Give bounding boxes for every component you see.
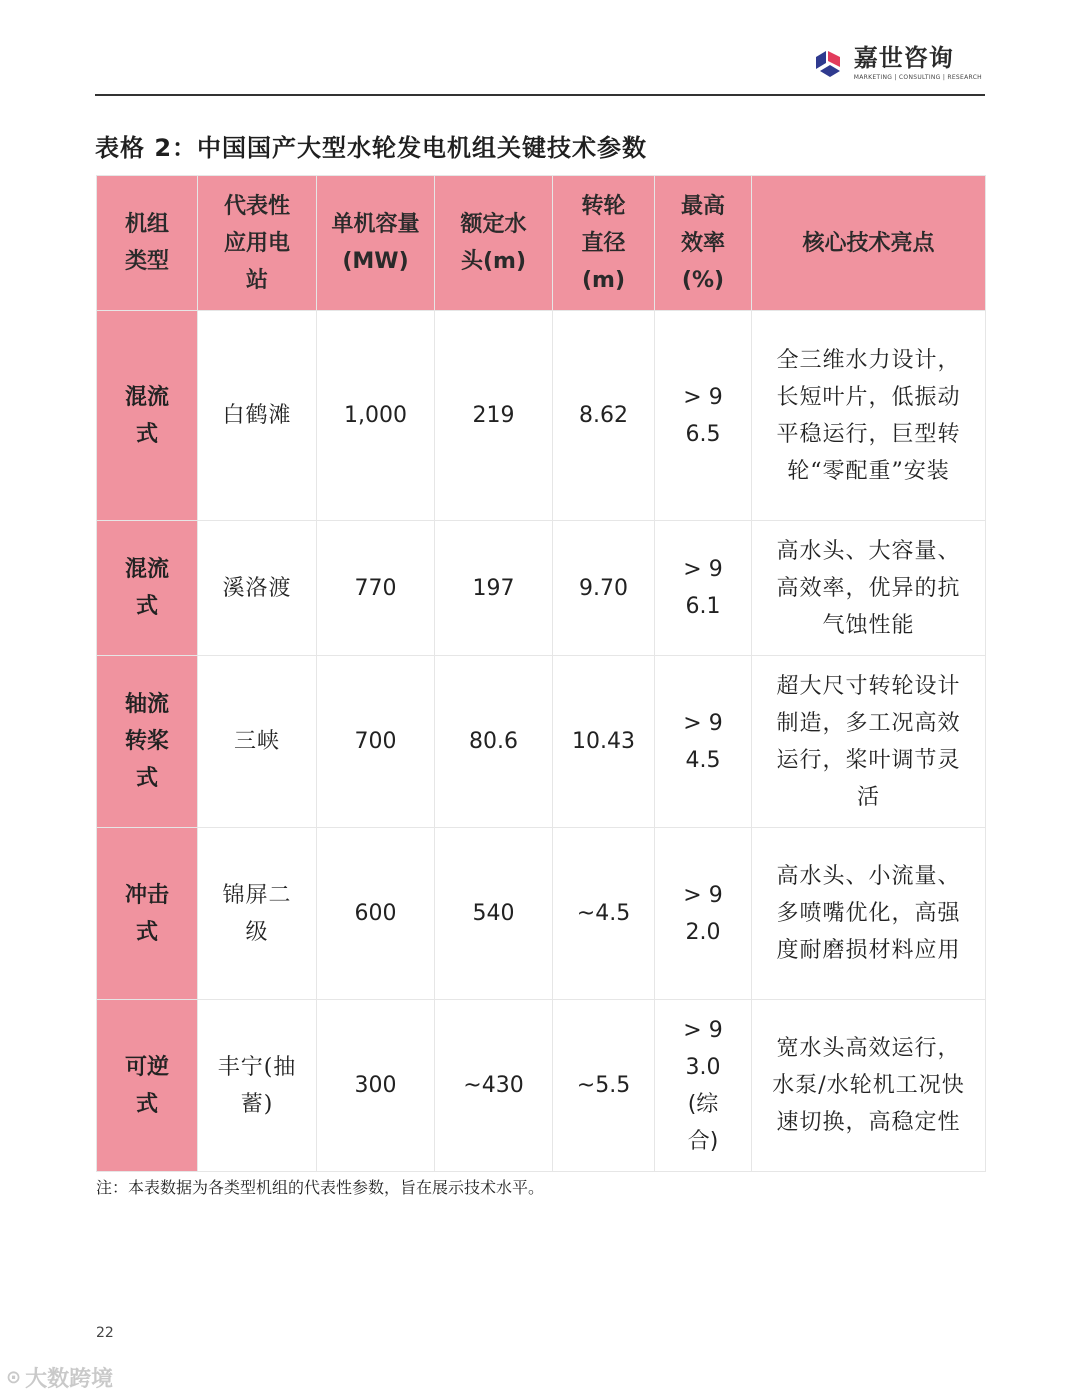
logo-tagline: MARKETING | CONSULTING | RESEARCH	[853, 74, 982, 81]
cell-efficiency: > 92.0	[655, 828, 752, 1000]
cell-diameter: 10.43	[553, 656, 655, 828]
brand-logo	[812, 44, 982, 81]
cell-efficiency: > 94.5	[655, 656, 752, 828]
cell-type: 冲击式	[97, 828, 198, 1000]
table-row	[97, 521, 986, 656]
col-header-head: 额定水头(m)	[435, 176, 553, 311]
col-header-station: 代表性应用电站	[198, 176, 317, 311]
cell-highlight: 宽水头高效运行，水泵/水轮机工况快速切换，高稳定性	[752, 1000, 986, 1172]
watermark-icon: ⊙	[6, 1367, 22, 1388]
cell-station: 白鹤滩	[198, 311, 317, 521]
page-number: 22	[96, 1325, 114, 1341]
table-row	[97, 1000, 986, 1172]
table-note: 注：本表数据为各类型机组的代表性参数，旨在展示技术水平。	[96, 1178, 545, 1197]
parameters-table	[96, 175, 986, 1172]
cell-efficiency: > 96.1	[655, 521, 752, 656]
col-header-highlight: 核心技术亮点	[752, 176, 986, 311]
col-header-capacity: 单机容量(MW)	[317, 176, 435, 311]
cell-diameter: ~4.5	[553, 828, 655, 1000]
header-rule	[95, 94, 985, 96]
cell-highlight: 全三维水力设计，长短叶片，低振动平稳运行，巨型转轮“零配重”安装	[752, 311, 986, 521]
col-header-efficiency: 最高效率(%)	[655, 176, 752, 311]
logo-name: 嘉世咨询	[853, 44, 954, 72]
cell-highlight: 超大尺寸转轮设计制造，多工况高效运行，桨叶调节灵活	[752, 656, 986, 828]
cell-diameter: 9.70	[553, 521, 655, 656]
cell-station: 丰宁(抽蓄)	[198, 1000, 317, 1172]
cell-type: 轴流转桨式	[97, 656, 198, 828]
cell-head: 80.6	[435, 656, 553, 828]
table-header-row	[97, 176, 986, 311]
cell-station: 三峡	[198, 656, 317, 828]
cell-efficiency: > 96.5	[655, 311, 752, 521]
watermark	[6, 1362, 113, 1393]
cell-efficiency: > 93.0 (综合)	[655, 1000, 752, 1172]
cell-type: 混流式	[97, 521, 198, 656]
cell-highlight: 高水头、小流量、多喷嘴优化，高强度耐磨损材料应用	[752, 828, 986, 1000]
cell-head: 540	[435, 828, 553, 1000]
col-header-type: 机组类型	[97, 176, 198, 311]
cell-diameter: 8.62	[553, 311, 655, 521]
cell-head: 219	[435, 311, 553, 521]
cell-capacity: 770	[317, 521, 435, 656]
cell-station: 溪洛渡	[198, 521, 317, 656]
col-header-diameter: 转轮直径(m)	[553, 176, 655, 311]
cell-highlight: 高水头、大容量、高效率，优异的抗气蚀性能	[752, 521, 986, 656]
logo-mark-icon	[812, 47, 844, 79]
cell-diameter: ~5.5	[553, 1000, 655, 1172]
cell-type: 可逆式	[97, 1000, 198, 1172]
table-row	[97, 828, 986, 1000]
cell-capacity: 1,000	[317, 311, 435, 521]
cell-head: 197	[435, 521, 553, 656]
cell-capacity: 700	[317, 656, 435, 828]
cell-station: 锦屏二级	[198, 828, 317, 1000]
table-title: 表格 2：中国国产大型水轮发电机组关键技术参数	[95, 134, 648, 162]
cell-type: 混流式	[97, 311, 198, 521]
cell-capacity: 600	[317, 828, 435, 1000]
watermark-text: 大数跨境	[25, 1367, 114, 1392]
cell-head: ~430	[435, 1000, 553, 1172]
cell-capacity: 300	[317, 1000, 435, 1172]
table-row	[97, 656, 986, 828]
table-row	[97, 311, 986, 521]
